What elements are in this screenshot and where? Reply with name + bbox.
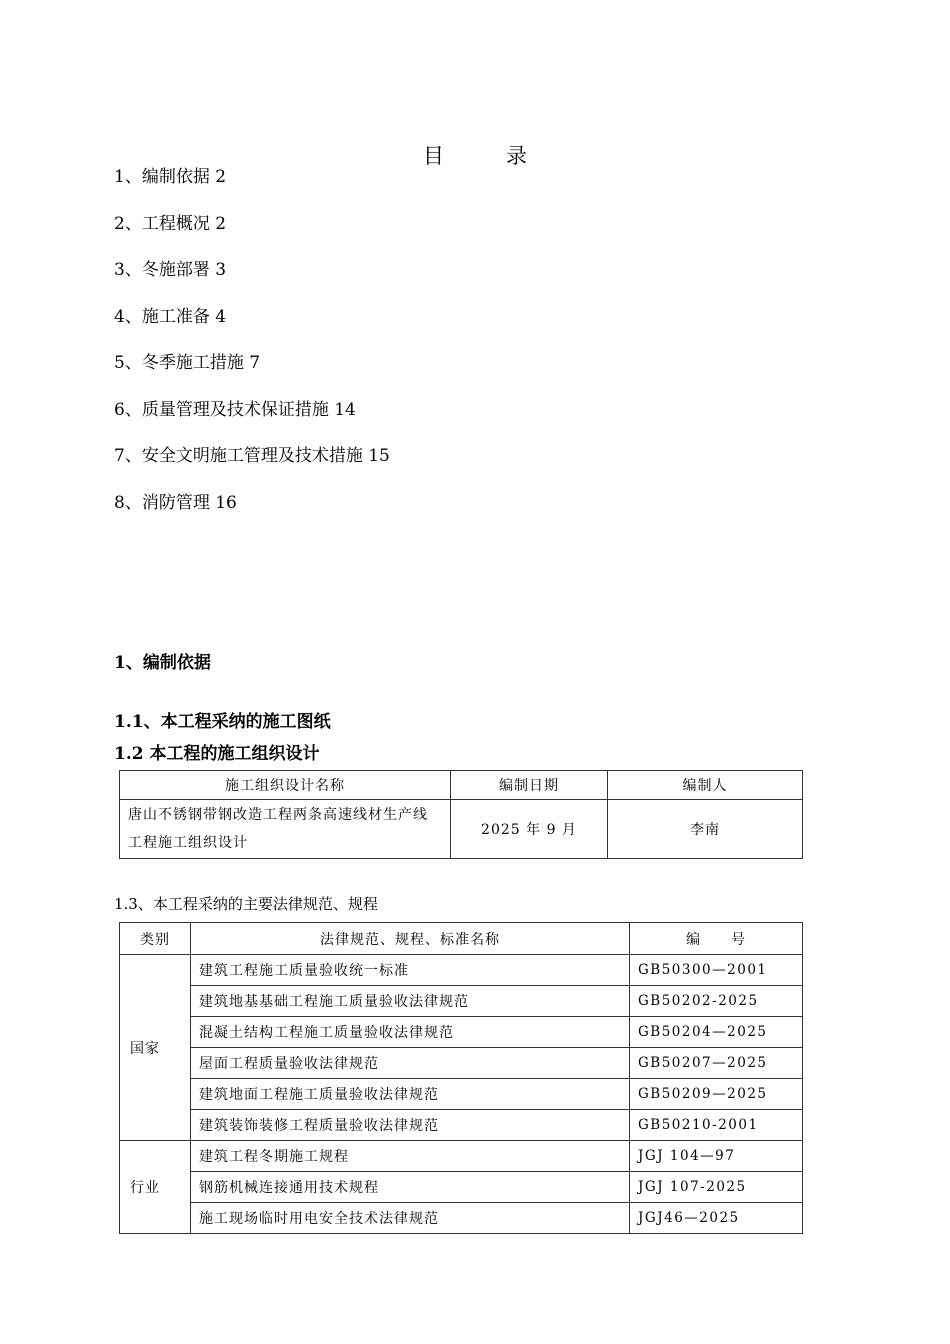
- toc-item[interactable]: 4、施工准备 4: [114, 306, 227, 327]
- toc-item[interactable]: 3、冬施部署 3: [114, 260, 227, 280]
- reg-code-cell: JGJ46—2025: [630, 1203, 803, 1234]
- reg-name-cell: 建筑工程施工质量验收统一标准: [191, 955, 630, 986]
- reg-name-cell: 屋面工程质量验收法律规范: [191, 1048, 630, 1079]
- table-row: [120, 955, 803, 986]
- table-row: [120, 1110, 803, 1141]
- design-author-cell: 李南: [608, 800, 803, 859]
- reg-name-cell: 建筑工程冬期施工规程: [191, 1141, 630, 1172]
- reg-code-cell: JGJ 104—97: [630, 1141, 803, 1172]
- reg-name-cell: 建筑地面工程施工质量验收法律规范: [191, 1079, 630, 1110]
- reg-code-cell: GB50209—2025: [630, 1079, 803, 1110]
- reg-code-cell: GB50300—2001: [630, 955, 803, 986]
- table-header: 法律规范、规程、标准名称: [191, 923, 630, 955]
- table-header: 编制人: [608, 771, 803, 800]
- reg-name-cell: 建筑装饰装修工程质量验收法律规范: [191, 1110, 630, 1141]
- toc-item[interactable]: 2、工程概况 2: [114, 213, 227, 234]
- table-row: [120, 986, 803, 1017]
- design-name-cell: 唐山不锈钢带钢改造工程两条高速线材生产线工程施工组织设计: [120, 800, 451, 859]
- reg-name-cell: 钢筋机械连接通用技术规程: [191, 1172, 630, 1203]
- table-row: [120, 1079, 803, 1110]
- reg-code-cell: GB50202-2025: [630, 986, 803, 1017]
- toc-item[interactable]: 5、冬季施工措施 7: [114, 353, 261, 373]
- reg-name-cell: 建筑地基基础工程施工质量验收法律规范: [191, 986, 630, 1017]
- regulations-table: [119, 922, 803, 1234]
- design-date-cell: 2025 年 9 月: [451, 800, 608, 859]
- reg-code-cell: GB50204—2025: [630, 1017, 803, 1048]
- toc-item[interactable]: 1、编制依据 2: [114, 167, 227, 187]
- section-heading: 1、编制依据: [114, 653, 211, 673]
- table-header: 施工组织设计名称: [120, 771, 451, 800]
- design-table: [119, 770, 803, 859]
- toc-list: [114, 164, 390, 536]
- table-row: [120, 1048, 803, 1079]
- subsection-heading: 1.1、本工程采纳的施工图纸: [114, 712, 331, 732]
- subsection-heading: 1.2 本工程的施工组织设计: [114, 744, 320, 764]
- reg-name-cell: 施工现场临时用电安全技术法律规范: [191, 1203, 630, 1234]
- table-row: [120, 1017, 803, 1048]
- subsection-heading: 1.3、本工程采纳的主要法律规范、规程: [114, 895, 378, 913]
- reg-name-cell: 混凝土结构工程施工质量验收法律规范: [191, 1017, 630, 1048]
- category-cell: 行业: [120, 1141, 191, 1234]
- table-row: [120, 1172, 803, 1203]
- toc-item[interactable]: 6、质量管理及技术保证措施 14: [114, 399, 356, 420]
- table-header: 编 号: [630, 923, 803, 955]
- table-header: 编制日期: [451, 771, 608, 800]
- toc-item[interactable]: 7、安全文明施工管理及技术措施 15: [114, 446, 390, 466]
- table-row: [120, 1203, 803, 1234]
- reg-code-cell: GB50210-2001: [630, 1110, 803, 1141]
- reg-code-cell: JGJ 107-2025: [630, 1172, 803, 1203]
- toc-title-left: 目: [423, 144, 444, 168]
- table-row: [120, 1141, 803, 1172]
- toc-item[interactable]: 8、消防管理 16: [114, 492, 237, 513]
- table-header: 类别: [120, 923, 191, 955]
- category-cell: 国家: [120, 955, 191, 1141]
- toc-title-right: 录: [506, 144, 527, 168]
- reg-code-cell: GB50207—2025: [630, 1048, 803, 1079]
